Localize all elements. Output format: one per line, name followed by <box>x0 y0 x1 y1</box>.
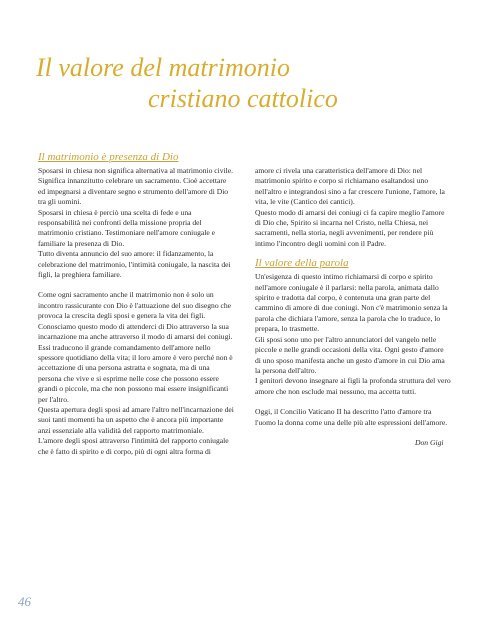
paragraph: Sposarsi in chiesa è perciò una scelta di fede e una responsabilità nei confronti della missione propria del matrimonio cristiano. Testimoniare nell'amore coniugale e familiare la presenza di Dio. <box>38 207 215 248</box>
paragraph: Conosciamo questo modo di attenderci di Dio attraverso la sua incarnazione ma anche attraverso il modo di amarsi dei coniugi. Essi traducono il grande comandamento dell'amore nello spessore quotidiano della vita; il loro amore è vero perché non è accettazione di una persona astratta e sognata, ma di una persona che vive e si esprime nelle cose che possono essere grandi o piccole, ma che non possono mai essere insignificanti per l'altro. <box>38 321 233 404</box>
spacer <box>255 249 451 257</box>
title-line-2: cristiano cattolico <box>148 84 338 113</box>
paragraph: Questo modo di amarsi dei coniugi ci fa capire meglio l'amore di Dio che, Spirito si incarna nel Cristo, nella Chiesa, nei sacramenti, nella storia, negli avvenimenti, per rendere più intimo l'incontro degli uomini con il Padre. <box>255 207 445 248</box>
paragraph: L'amore degli sposi attraverso l'intimità del rapporto coniugale che è fatto di spirito e di corpo, più di ogni altra forma di <box>38 436 229 456</box>
paragraph: amore ci rivela una caratteristica dell'amore di Dio: nel matrimonio spirito e corpo si richiamano esaltandosi uno nell'altro e integrandosi sino a far crescere l'unione, l'amore, la vita, le vite (Cantico dei cantici). <box>255 166 445 207</box>
paragraph: Questa apertura degli sposi ad amare l'altro nell'incarnazione dei suoi tanti momenti ha un aspetto che è ancora più importante anzi essenziale alla validità del rapporto matrimoniale. <box>38 404 234 435</box>
page-title <box>36 52 456 114</box>
paragraph: Tutto diventa annuncio del suo amore: il fidanzamento, la celebrazione del matrimonio, l'intimità coniugale, la nascita dei figli, la preghiera familiare. <box>38 249 231 280</box>
page-number: 46 <box>18 594 31 609</box>
paragraph: I genitori devono insegnare ai figli la profonda struttura del vero amore che non esclude mai nessuno, ma accetta tutti. <box>255 376 451 396</box>
paragraph: Oggi, il Concilio Vaticano II ha descritto l'atto d'amore tra l'uomo la donna come una delle più alte espressioni dell'amore. <box>255 407 448 427</box>
spacer <box>38 280 234 290</box>
paragraph: Come ogni sacramento anche il matrimonio non è solo un incontro rassicurante con Dio è l'attuazione del suo disegno che provoca la crescita degli sposi e genera la vita dei figli. <box>38 290 232 321</box>
right-column <box>255 166 451 448</box>
paragraph: Sposarsi in chiesa non significa alternativa al matrimonio civile. Significa innanzitutto celebrare un sacramento. Cioè accettare ed impegnarsi a diventare segno e strumento dell'amore di Dio tra gli uomini. <box>38 166 234 207</box>
paragraph: Gli sposi sono uno per l'altro annunciatori del vangelo nelle piccole e nelle grandi occasioni della vita. Ogni gesto d'amore di uno sposo manifesta anche un gesto d'amore in cui Dio ama la persona dell'altro. <box>255 334 445 375</box>
section-heading-word: Il valore della parola <box>255 257 349 270</box>
spacer <box>255 397 451 407</box>
title-line-1: Il valore del matrimonio <box>36 53 290 82</box>
left-column <box>38 151 234 457</box>
section-heading-presence: Il matrimonio è presenza di Dio <box>38 151 179 163</box>
paragraph: Un'esigenza di questo intimo richiamarsi di corpo e spirito nell'amore coniugale è il parlarsi: nella parola, animata dallo spirito e tradotta dal corpo, è contenuta una gran parte del cammino di amore di due coniugi. Non c'è matrimonio senza la parola che dichiara l'amore, senza la parola che lo traduce, lo prepara, lo trasmette. <box>255 272 448 334</box>
signature: Don Gigi <box>415 437 444 447</box>
